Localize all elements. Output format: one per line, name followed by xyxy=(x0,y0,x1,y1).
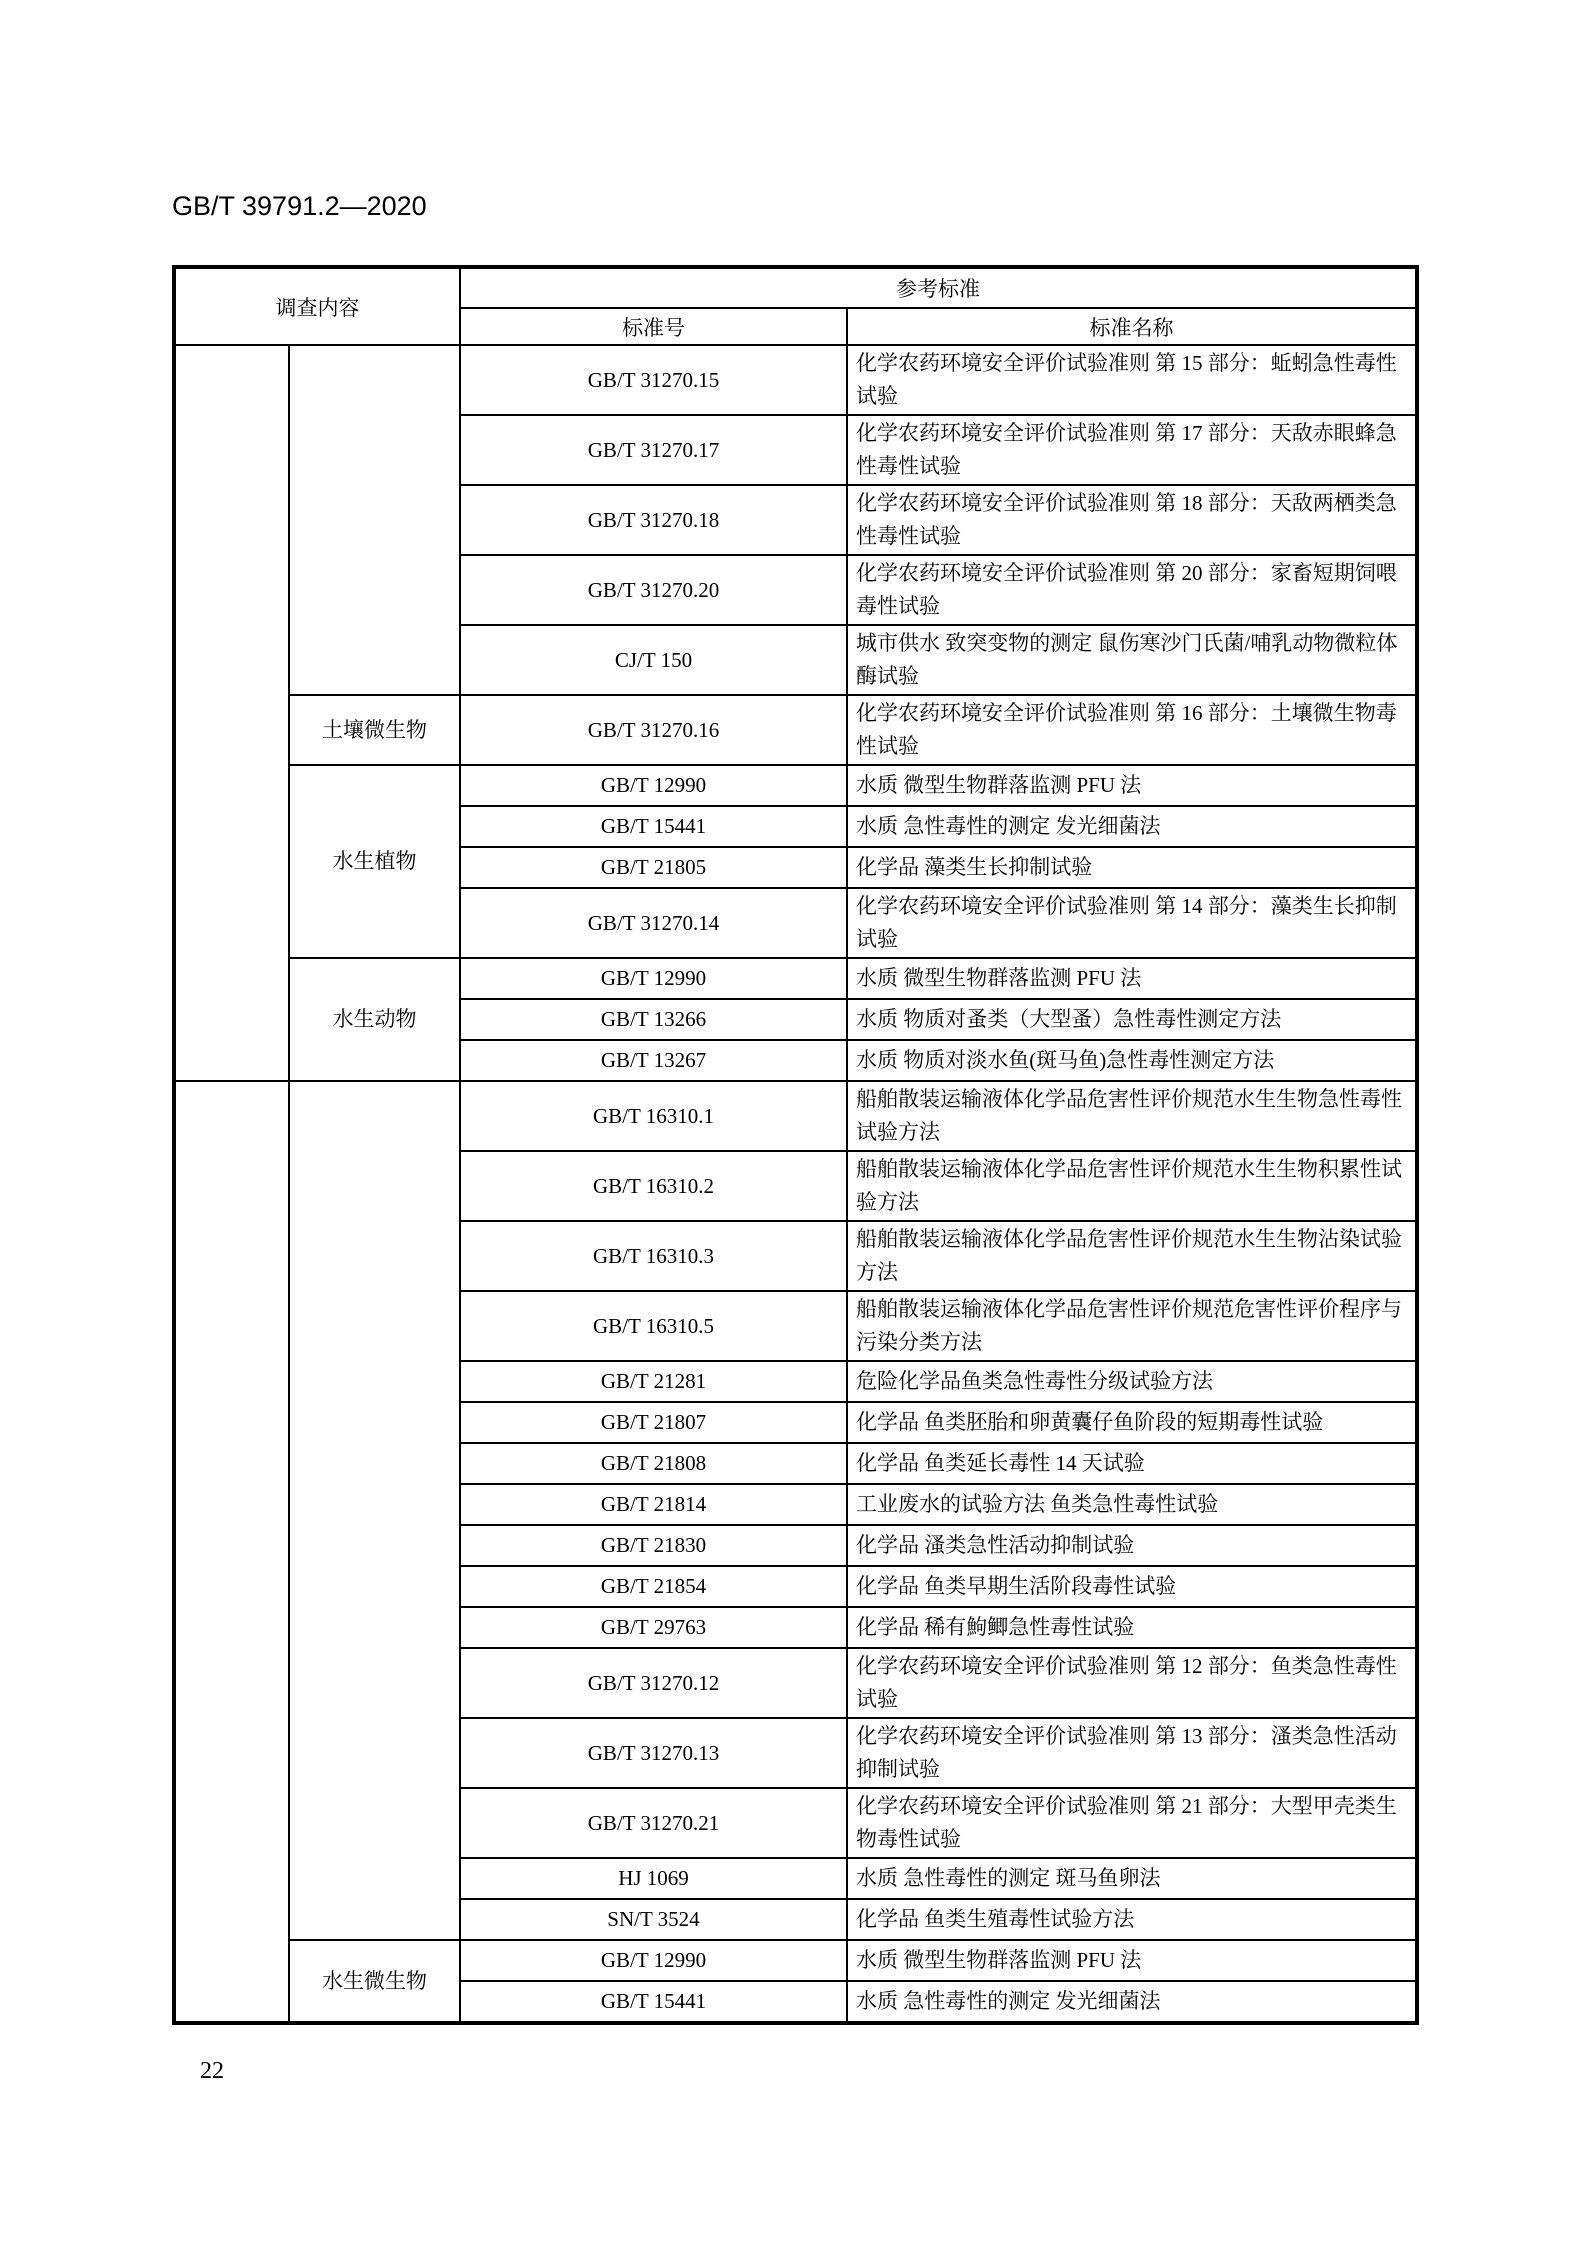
standard-number-cell: GB/T 12990 xyxy=(460,765,847,806)
standard-number-cell: GB/T 21805 xyxy=(460,847,847,888)
standard-number-cell: GB/T 16310.1 xyxy=(460,1081,847,1151)
standard-number-cell: GB/T 29763 xyxy=(460,1607,847,1648)
standard-number-cell: GB/T 12990 xyxy=(460,958,847,999)
standard-number-cell: HJ 1069 xyxy=(460,1858,847,1899)
standard-number-cell: SN/T 3524 xyxy=(460,1899,847,1940)
table-row xyxy=(174,1940,1417,1981)
header-reference-standard: 参考标准 xyxy=(460,267,1417,308)
standard-name-cell: 水质 急性毒性的测定 斑马鱼卵法 xyxy=(847,1858,1417,1899)
survey-category-cell xyxy=(174,345,289,1081)
standard-name-cell: 化学农药环境安全评价试验准则 第 12 部分：鱼类急性毒性试验 xyxy=(847,1648,1417,1718)
standard-name-cell: 船舶散装运输液体化学品危害性评价规范危害性评价程序与污染分类方法 xyxy=(847,1291,1417,1361)
standard-name-cell: 化学品 鱼类早期生活阶段毒性试验 xyxy=(847,1566,1417,1607)
standard-number-cell: GB/T 12990 xyxy=(460,1940,847,1981)
header-standard-number: 标准号 xyxy=(460,308,847,345)
standard-name-cell: 化学农药环境安全评价试验准则 第 15 部分：蚯蚓急性毒性试验 xyxy=(847,345,1417,415)
standard-number-cell: GB/T 16310.3 xyxy=(460,1221,847,1291)
survey-group-cell: 土壤微生物 xyxy=(289,695,460,765)
standard-number-cell: GB/T 31270.21 xyxy=(460,1788,847,1858)
standard-number-cell: GB/T 16310.5 xyxy=(460,1291,847,1361)
survey-group-cell: 水生动物 xyxy=(289,958,460,1081)
standard-name-cell: 船舶散装运输液体化学品危害性评价规范水生生物沾染试验方法 xyxy=(847,1221,1417,1291)
standard-name-cell: 化学品 鱼类胚胎和卵黄囊仔鱼阶段的短期毒性试验 xyxy=(847,1402,1417,1443)
standard-name-cell: 化学品 藻类生长抑制试验 xyxy=(847,847,1417,888)
standard-number-cell: GB/T 21854 xyxy=(460,1566,847,1607)
survey-category-cell xyxy=(174,1081,289,2023)
standard-name-cell: 船舶散装运输液体化学品危害性评价规范水生生物急性毒性试验方法 xyxy=(847,1081,1417,1151)
survey-group-cell xyxy=(289,1081,460,1940)
standard-name-cell: 水质 微型生物群落监测 PFU 法 xyxy=(847,958,1417,999)
table-row xyxy=(174,695,1417,765)
standard-number-cell: GB/T 21830 xyxy=(460,1525,847,1566)
header-standard-name: 标准名称 xyxy=(847,308,1417,345)
page-number: 22 xyxy=(200,2058,224,2084)
table-row xyxy=(174,345,1417,415)
table-row xyxy=(174,765,1417,806)
survey-group-cell: 水生植物 xyxy=(289,765,460,958)
standard-name-cell: 城市供水 致突变物的测定 鼠伤寒沙门氏菌/哺乳动物微粒体酶试验 xyxy=(847,625,1417,695)
standard-name-cell: 船舶散装运输液体化学品危害性评价规范水生生物积累性试验方法 xyxy=(847,1151,1417,1221)
standard-name-cell: 化学农药环境安全评价试验准则 第 20 部分：家畜短期饲喂毒性试验 xyxy=(847,555,1417,625)
standard-number-cell: GB/T 15441 xyxy=(460,1981,847,2023)
standard-number-cell: GB/T 21814 xyxy=(460,1484,847,1525)
standard-number-cell: CJ/T 150 xyxy=(460,625,847,695)
standard-name-cell: 水质 物质对蚤类（大型蚤）急性毒性测定方法 xyxy=(847,999,1417,1040)
standard-name-cell: 化学品 稀有鮈鲫急性毒性试验 xyxy=(847,1607,1417,1648)
standard-name-cell: 化学农药环境安全评价试验准则 第 21 部分：大型甲壳类生物毒性试验 xyxy=(847,1788,1417,1858)
standard-number-cell: GB/T 13267 xyxy=(460,1040,847,1081)
header-survey-content: 调查内容 xyxy=(174,267,460,345)
standard-number-cell: GB/T 31270.20 xyxy=(460,555,847,625)
standard-number-cell: GB/T 21281 xyxy=(460,1361,847,1402)
standard-number-cell: GB/T 31270.12 xyxy=(460,1648,847,1718)
standard-number-cell: GB/T 21808 xyxy=(460,1443,847,1484)
standard-name-cell: 化学品 鱼类生殖毒性试验方法 xyxy=(847,1899,1417,1940)
standard-name-cell: 化学农药环境安全评价试验准则 第 18 部分：天敌两栖类急性毒性试验 xyxy=(847,485,1417,555)
standard-name-cell: 化学农药环境安全评价试验准则 第 14 部分：藻类生长抑制试验 xyxy=(847,888,1417,958)
standard-name-cell: 化学品 溞类急性活动抑制试验 xyxy=(847,1525,1417,1566)
standard-name-cell: 危险化学品鱼类急性毒性分级试验方法 xyxy=(847,1361,1417,1402)
table-row xyxy=(174,958,1417,999)
standard-number-cell: GB/T 31270.18 xyxy=(460,485,847,555)
standard-name-cell: 化学农药环境安全评价试验准则 第 17 部分：天敌赤眼蜂急性毒性试验 xyxy=(847,415,1417,485)
table-header-row-1 xyxy=(174,267,1417,308)
standard-number-cell: GB/T 21807 xyxy=(460,1402,847,1443)
standard-name-cell: 化学农药环境安全评价试验准则 第 13 部分：溞类急性活动抑制试验 xyxy=(847,1718,1417,1788)
standard-name-cell: 水质 急性毒性的测定 发光细菌法 xyxy=(847,806,1417,847)
standard-number-cell: GB/T 31270.14 xyxy=(460,888,847,958)
standard-name-cell: 工业废水的试验方法 鱼类急性毒性试验 xyxy=(847,1484,1417,1525)
standard-name-cell: 水质 微型生物群落监测 PFU 法 xyxy=(847,1940,1417,1981)
standard-name-cell: 水质 急性毒性的测定 发光细菌法 xyxy=(847,1981,1417,2023)
standard-number-cell: GB/T 15441 xyxy=(460,806,847,847)
standard-number-cell: GB/T 31270.15 xyxy=(460,345,847,415)
standard-name-cell: 化学农药环境安全评价试验准则 第 16 部分：土壤微生物毒性试验 xyxy=(847,695,1417,765)
standard-number-cell: GB/T 13266 xyxy=(460,999,847,1040)
survey-group-cell xyxy=(289,345,460,695)
standard-name-cell: 水质 微型生物群落监测 PFU 法 xyxy=(847,765,1417,806)
table-row xyxy=(174,1081,1417,1151)
reference-standards-table xyxy=(172,265,1419,2025)
standard-number-cell: GB/T 31270.17 xyxy=(460,415,847,485)
standard-number-cell: GB/T 16310.2 xyxy=(460,1151,847,1221)
survey-group-cell: 水生微生物 xyxy=(289,1940,460,2023)
standard-name-cell: 水质 物质对淡水鱼(斑马鱼)急性毒性测定方法 xyxy=(847,1040,1417,1081)
standard-number-cell: GB/T 31270.13 xyxy=(460,1718,847,1788)
document-number: GB/T 39791.2—2020 xyxy=(172,191,427,221)
standard-number-cell: GB/T 31270.16 xyxy=(460,695,847,765)
standard-name-cell: 化学品 鱼类延长毒性 14 天试验 xyxy=(847,1443,1417,1484)
